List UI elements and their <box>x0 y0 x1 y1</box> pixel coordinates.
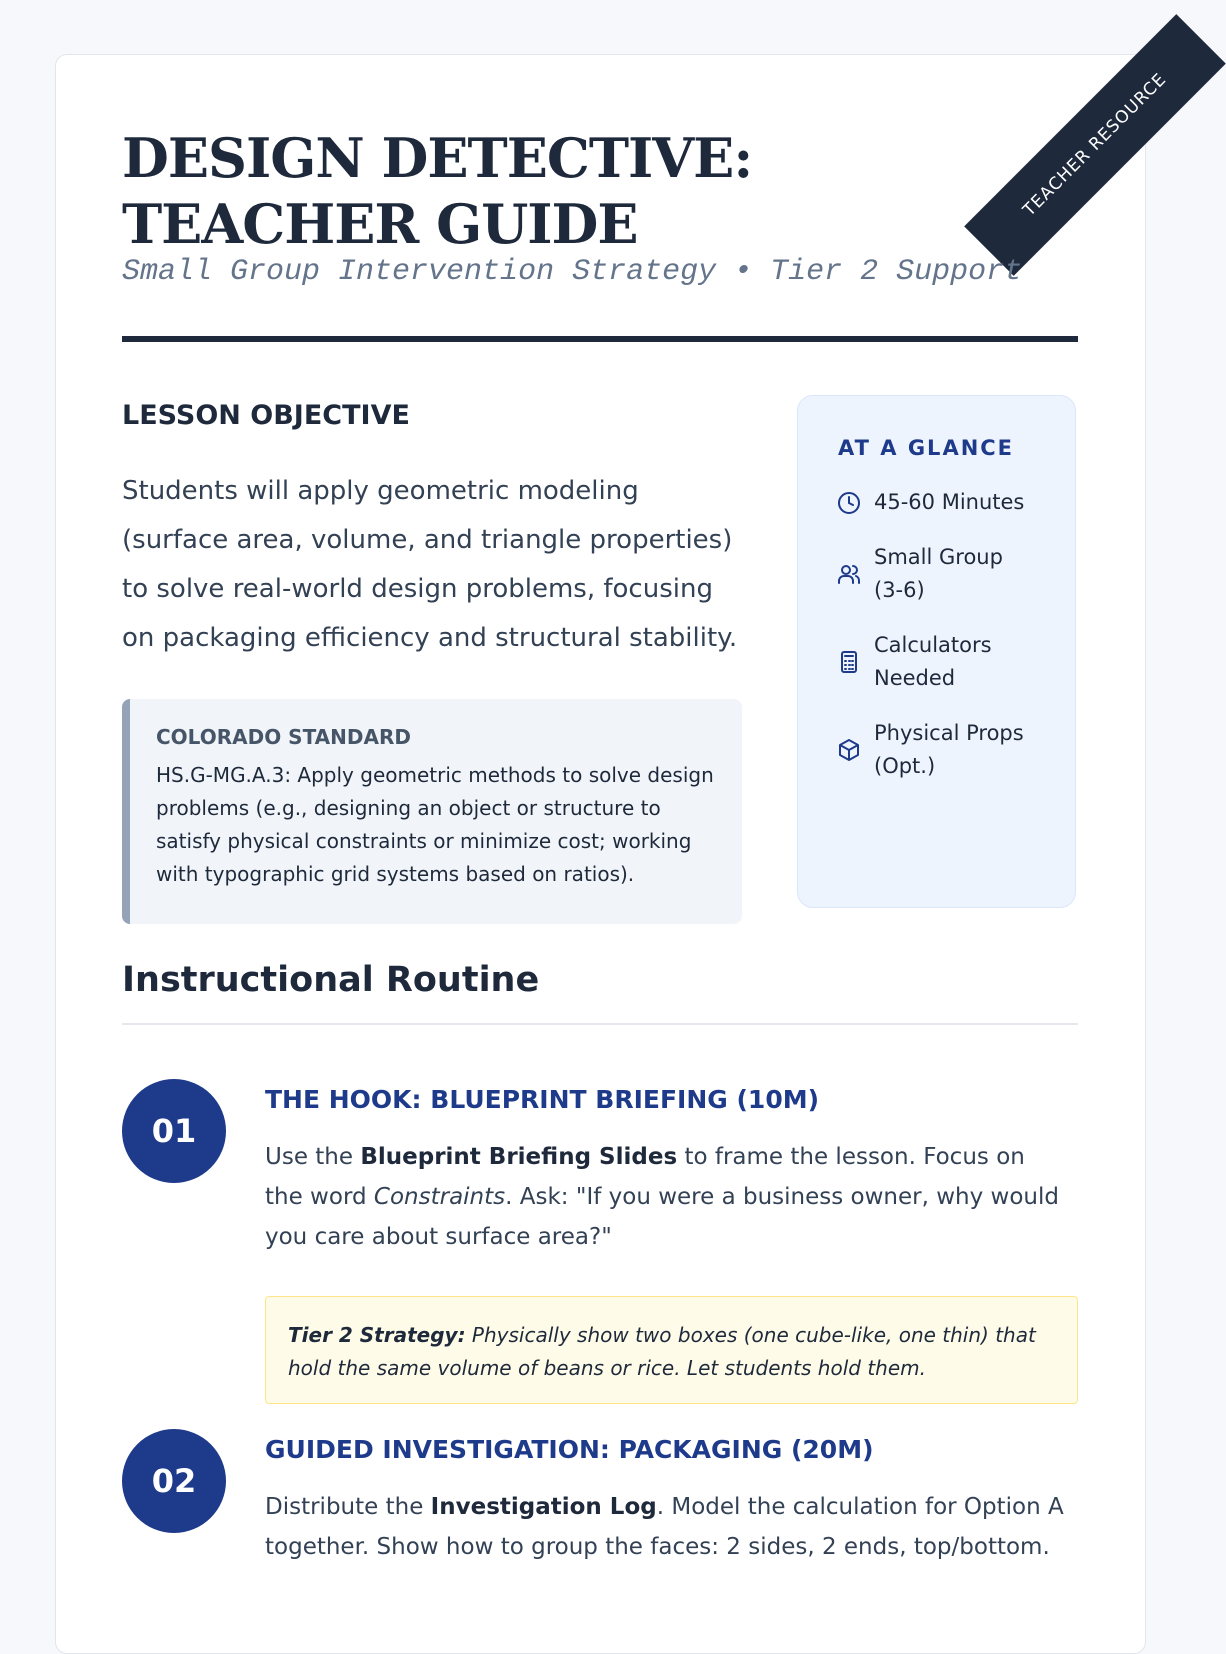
tier-2-strategy-callout <box>265 1296 1078 1404</box>
standard-text: HS.G-MG.A.3: Apply geometric methods to solve design problems (e.g., designing an object or structure to satisfy physical constraints or minimize cost; working with typographic grid systems based on ratios). <box>156 763 714 886</box>
clock-icon <box>836 490 862 516</box>
page-subtitle: Small Group Intervention Strategy • Tier 2 Support <box>122 255 1023 289</box>
routine-divider <box>122 1023 1078 1025</box>
strategy-label: Tier 2 Strategy: <box>288 1323 466 1347</box>
step-title: THE HOOK: BLUEPRINT BRIEFING (10M) <box>265 1085 820 1114</box>
standard-callout <box>122 699 742 924</box>
glance-heading: AT A GLANCE <box>838 436 1015 460</box>
glance-item-duration <box>836 486 1037 519</box>
users-icon <box>836 561 862 587</box>
glance-item-text: Physical Props (Opt.) <box>874 721 1024 778</box>
guide-card <box>55 54 1171 1654</box>
glance-item-calculators <box>836 629 1037 695</box>
glance-item-text: 45-60 Minutes <box>874 490 1025 514</box>
calculator-icon <box>836 649 862 675</box>
objective-text: Students will apply geometric modeling (surface area, volume, and triangle properties) to solve real-world design problems, focusing on packaging efficiency and structural stability. <box>122 476 738 653</box>
objective-heading: LESSON OBJECTIVE <box>122 400 410 431</box>
step-body: Use the Blueprint Briefing Slides to frame the lesson. Focus on the word Constraints. Ask: "If you were a business owner, why would you care about surface area?" <box>265 1144 1059 1250</box>
glance-item-props <box>836 717 1037 783</box>
glance-item-group <box>836 541 1037 607</box>
standard-label: COLORADO STANDARD <box>156 725 411 749</box>
cube-icon <box>836 737 862 763</box>
step-number-badge: 02 <box>122 1429 226 1533</box>
title-divider <box>122 336 1078 342</box>
glance-item-text: Calculators Needed <box>874 633 992 690</box>
routine-heading: Instructional Routine <box>122 960 540 1000</box>
page-title: DESIGN DETECTIVE: TEACHER GUIDE <box>122 126 753 256</box>
step-body: Distribute the Investigation Log. Model the calculation for Option A together. Show how to group the faces: 2 sides, 2 ends, top/bottom. <box>265 1494 1064 1560</box>
step-title: GUIDED INVESTIGATION: PACKAGING (20M) <box>265 1435 874 1464</box>
ribbon-label: TEACHER RESOURCE <box>964 14 1226 276</box>
glance-item-text: Small Group (3-6) <box>874 545 1003 602</box>
step-number-badge: 01 <box>122 1079 226 1183</box>
at-a-glance-panel <box>797 395 1076 908</box>
strategy-text: Physically show two boxes (one cube-like, one thin) that hold the same volume of beans or rice. Let students hold them. <box>288 1323 1036 1380</box>
